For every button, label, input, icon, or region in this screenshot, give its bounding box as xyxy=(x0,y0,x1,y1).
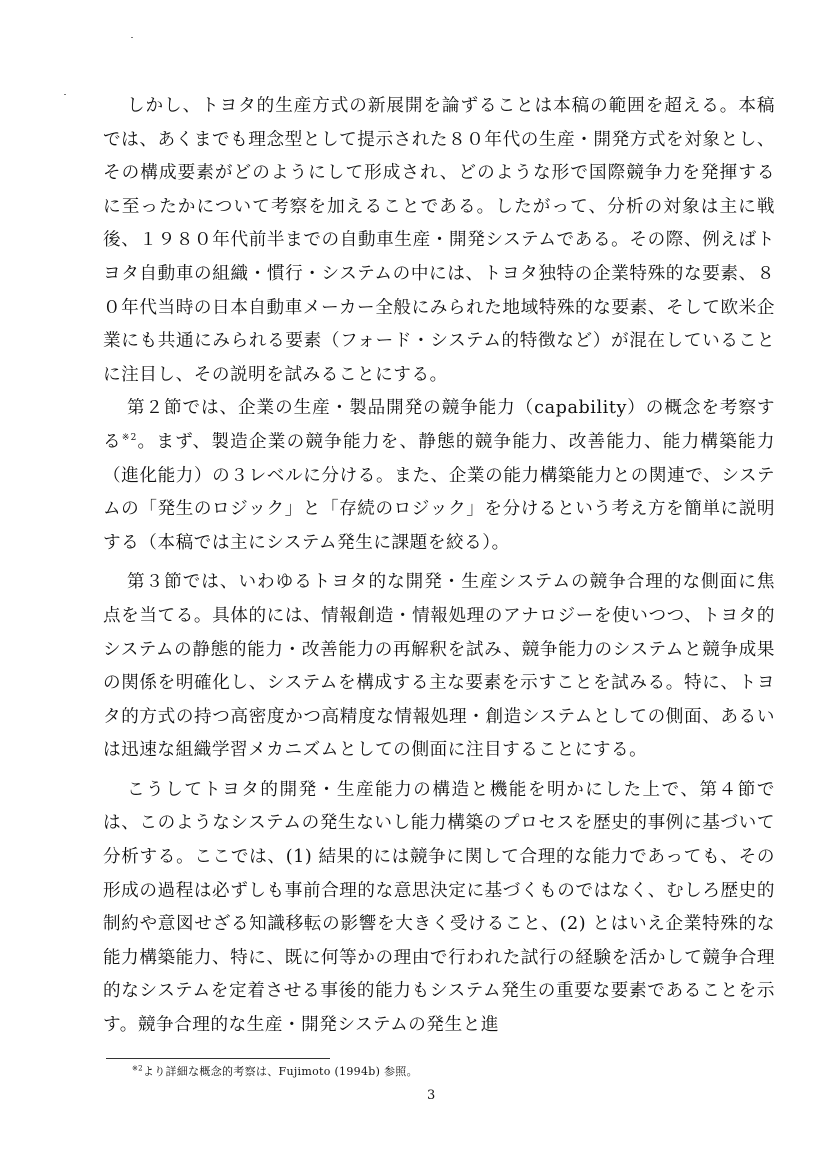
footnote-text: より詳細な概念的考察は、Fujimoto (1994b) 参照。 xyxy=(142,1065,418,1078)
page-number: 3 xyxy=(427,1088,436,1103)
paragraph-2 xyxy=(103,392,775,560)
paragraph-2-text-before: 第２節では、企業の生産・製品開発の競争能力（capability）の概念を考察する xyxy=(103,398,775,452)
scan-speck xyxy=(131,37,133,38)
footnote-separator xyxy=(106,1058,330,1059)
scan-speck xyxy=(64,94,66,95)
footnote-mark: ※2 xyxy=(132,1064,143,1073)
footnote-reference: ※2 xyxy=(121,433,137,444)
paragraph-3: 第３節では、いわゆるトヨタ的な開発・生産システムの競争合理的な側面に焦点を当てる。具体的には、情報創造・情報処理のアナロジーを使いつつ、トヨタ的システムの静態的能力・改善能力の再解釈を試み、競争能力のシステムと競争成果の関係を明確化し、システムを構成する主な要素を示すことを試みる。特に、トヨタ的方式の持つ高密度かつ高精度な情報処理・創造システムとしての側面、あるいは迅速な組織学習メカニズムとしての側面に注目することにする。 xyxy=(103,572,775,761)
paragraph-4: こうしてトヨタ的開発・生産能力の構造と機能を明かにした上で、第４節では、このようなシステムの発生ないし能力構築のプロセスを歴史的事例に基づいて分析する。ここでは、(1) 結果的には競争に関して合理的な能力であっても、その形成の過程は必ずしも事前合理的な意思決定に基づくものではなく、むしろ歴史的制約や意図せざる知識移転の影響を大きく受けること、(2) とはいえ企業特殊的な能力構築能力、特に、既に何等かの理由で行われた試行の経験を活かして競争合理的なシステムを定着させる事後的能力もシステム発生の重要な要素であることを示す。競争合理的な生産・開発システムの発生と進 xyxy=(103,779,775,1036)
paragraph-1: しかし、トヨタ的生産方式の新展開を論ずることは本稿の範囲を超える。本稿では、あくまでも理念型として提示された８０年代の生産・開発方式を対象とし、その構成要素がどのようにして形成され、どのような形で国際競争力を発揮するに至ったかについて考察を加えることである。したがって、分析の対象は主に戦後、１９８０年代前半までの自動車生産・開発システムである。その際、例えばトヨタ自動車の組織・慣行・システムの中には、トヨタ独特の企業特殊的な要素、８０年代当時の日本自動車メーカー全般にみられた地域特殊的な要素、そして欧米企業にも共通にみられる要素（フォード・システム的特徴など）が混在していることに注目し、その説明を試みることにする。 xyxy=(103,96,775,385)
footnote xyxy=(132,1064,418,1080)
body-text xyxy=(103,90,775,1043)
paragraph-2-text-after: 。まず、製造企業の競争能力を、静態的競争能力、改善能力、能力構築能力（進化能力）の３レベルに分ける。また、企業の能力構築能力との関連で、システムの「発生のロジック」と「存続のロジック」を分けるという考え方を簡単に説明する（本稿では主にシステム発生に課題を絞る）。 xyxy=(103,431,775,553)
